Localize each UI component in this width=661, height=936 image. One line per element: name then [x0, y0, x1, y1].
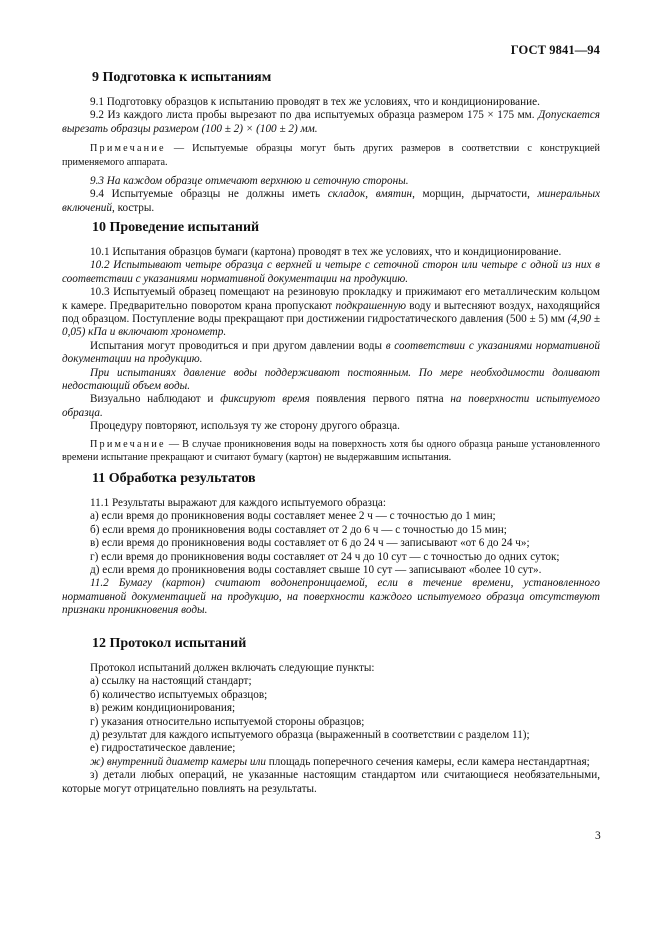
section-11-body	[62, 497, 600, 618]
page-number: 3	[595, 830, 601, 842]
para-9-3: 9.3 На каждом образце отмечают верхнюю и сеточную стороны.	[90, 175, 409, 188]
list-item: д) результат для каждого испытуемого образца (выраженный в соответствии с разделом 11);	[90, 729, 530, 742]
para-11-2: 11.2 Бумагу (картон) считают водонепроницаемой, если в течение времени, установленного нормативной документацией на продукцию, на поверхности каждого испытуемого образца отсутствуют признаки проникновения воды.	[62, 577, 600, 617]
list-item: а) если время до проникновения воды составляет менее 2 ч — с точностью до 1 мин;	[90, 510, 496, 523]
para-9-1: 9.1 Подготовку образцов к испытанию проводят в тех же условиях, что и кондиционирование.	[90, 96, 540, 108]
document-header-id: ГОСТ 9841—94	[510, 43, 600, 57]
para-11-1: 11.1 Результаты выражают для каждого испытуемого образца:	[90, 497, 387, 509]
list-item: в) если время до проникновения воды составляет от 6 до 24 ч — записывают «от 6 до 24 ч»;	[90, 537, 530, 550]
list-item: г) если время до проникновения воды составляет от 24 ч до 10 сут — с точностью до одних суток;	[90, 550, 560, 563]
list-item: б) количество испытуемых образцов;	[90, 688, 268, 701]
section-11-title: 11 Обработка результатов	[92, 471, 256, 486]
section-12-body	[62, 662, 600, 796]
section-10-title: 10 Проведение испытаний	[92, 220, 260, 235]
note-label: Примечание	[90, 143, 166, 155]
protocol-intro: Протокол испытаний должен включать следующие пункты:	[90, 662, 375, 674]
list-item: з) детали любых операций, не указанные настоящим стандартом или считающиеся необязательными, которые могут отрицательно повлиять на результаты.	[62, 769, 600, 795]
section-10-body	[62, 246, 600, 465]
list-item: ж) внутренний диаметр камеры или площадь поперечного сечения камеры, если камера нестандартная;	[90, 755, 590, 768]
note-label: Примечание	[90, 438, 166, 450]
para-9-2-italic: Допускается вырезать образцы размером (100 ± 2) × (100 ± 2) мм.	[62, 109, 601, 135]
para-10-1: 10.1 Испытания образцов бумаги (картона) проводят в тех же условиях, что и кондиционирование.	[90, 246, 562, 258]
para-10-repeat: Процедуру повторяют, используя ту же сторону другого образца.	[90, 420, 400, 433]
section-9-body	[62, 96, 600, 215]
para-10-2: 10.2 Испытывают четыре образца с верхней и четыре с сеточной сторон или четыре с одной из них в соответствии с указаниями нормативной документации на продукцию.	[62, 259, 600, 285]
list-item: г) указания относительно испытуемой стороны образцов;	[90, 715, 365, 728]
list-item: а) ссылку на настоящий стандарт;	[90, 675, 252, 688]
para-9-4: 9.4 Испытуемые образцы не должны иметь складок, вмятин, морщин, дырчатости, минеральных включений, костры.	[62, 188, 601, 214]
para-10-pressure: Испытания могут проводиться и при другом давлении воды в соответствии с указаниями нормативной документации на продукцию.	[62, 339, 600, 366]
list-item: е) гидростатическое давление;	[90, 742, 236, 755]
note-9: Примечание — Испытуемые образцы могут быть других размеров в соответствии с конструкцией применяемого аппарата.	[62, 143, 600, 168]
section-9-title: 9 Подготовка к испытаниям	[92, 70, 272, 85]
para-10-observe: Визуально наблюдают и фиксируют время появления первого пятна на поверхности испытуемого образца.	[62, 393, 601, 419]
list-item: д) если время до проникновения воды составляет свыше 10 сут — записывают «более 10 сут».	[90, 564, 542, 577]
list-item: в) режим кондиционирования;	[90, 702, 236, 715]
list-item: б) если время до проникновения воды составляет от 2 до 6 ч — с точностью до 15 мин;	[90, 523, 507, 536]
para-9-2: 9.2 Из каждого листа пробы вырезают по два испытуемых образца размером 175 × 175 мм. Допускается вырезать образцы размером (100 ± 2) × (100 ± 2) мм.	[62, 109, 601, 135]
para-10-3: 10.3 Испытуемый образец помещают на резиновую прокладку и прижимают его металлическим кольцом к камере. Предварительно поворотом крана пропускают подкрашенную воду и вытесняют воздух, находящийся под образцом. Поступление воды прекращают при достижении гидростатического давления (500 ± 5) мм (4,90 ± 0,05) кПа и включают хронометр.	[62, 286, 600, 339]
section-12-title: 12 Протокол испытаний	[92, 636, 247, 651]
para-10-constant-pressure: При испытаниях давление воды поддерживают постоянным. По мере необходимости доливают недостающий объем воды.	[62, 366, 600, 393]
note-10: Примечание — В случае проникновения воды на поверхность хотя бы одного образца раньше установленного времени испытание прекращают и считают бумагу (картон) не выдержавшим испытания.	[62, 438, 600, 464]
